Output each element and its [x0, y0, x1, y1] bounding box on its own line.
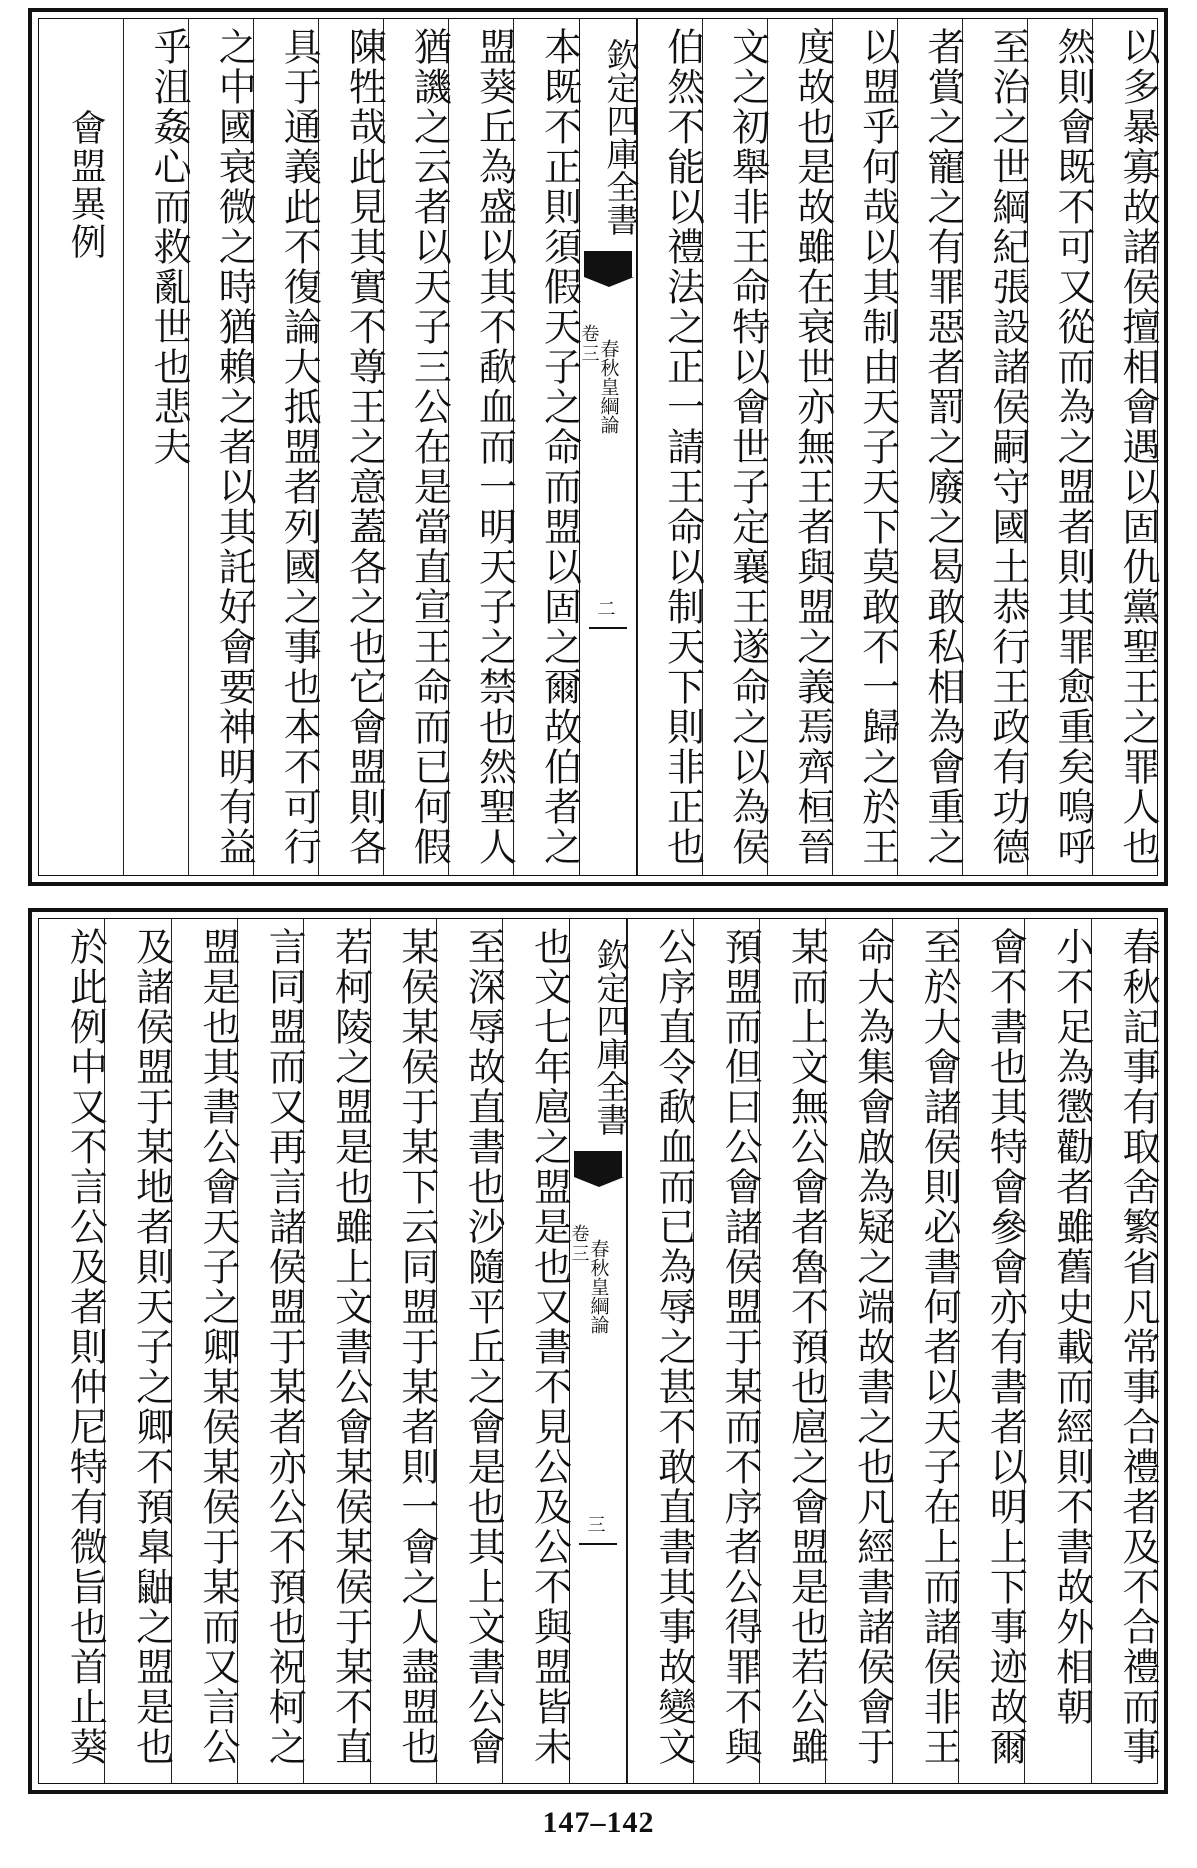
book-title: 欽定四庫全書 [601, 38, 641, 236]
top-page-columns [39, 19, 1160, 875]
text-column: 以多暴寡故諸侯擅相會遇以固仇黨聖王之罪人也 [1092, 19, 1157, 875]
page-rule [579, 1543, 617, 1545]
top-page-inner-frame [38, 18, 1158, 876]
text-column: 某侯某侯于某下云同盟于某者則一會之人盡盟也 [370, 919, 436, 1783]
work-title: 春秋皇綱論 [587, 1239, 610, 1334]
text-column: 至深辱故直書也沙隨平丘之會是也其上文書公會 [436, 919, 502, 1783]
text-column: 具于通義此不復論大抵盟者列國之事也本不可行 [253, 19, 318, 875]
section-title: 會盟異例 [65, 109, 107, 261]
text-column: 以盟乎何哉以其制由天子天下莫敢不一歸之於王 [832, 19, 897, 875]
text-column: 某而上文無公會者魯不預也扈之會盟是也若公雖 [759, 919, 825, 1783]
footer-page-number: 147–142 [542, 1806, 655, 1839]
volume-label: 卷三 [578, 324, 600, 364]
text-column: 至治之世綱紀張設諸侯嗣守國土恭行王政有功德 [962, 19, 1027, 875]
text-column: 者賞之寵之有罪惡者罰之廢之曷敢私相為會重之 [897, 19, 962, 875]
text-column: 預盟而但曰公會諸侯盟于某而不序者公得罪不與 [693, 919, 759, 1783]
volume-label: 卷三 [568, 1224, 590, 1264]
fish-tail-mark-upper [584, 251, 632, 285]
text-column: 也文七年扈之盟是也又書不見公及公不與盟皆未 [502, 919, 568, 1783]
bottom-page-inner-frame [38, 918, 1158, 1784]
text-column: 若柯陵之盟是也雖上文書公會某侯某侯于某不直 [303, 919, 369, 1783]
text-column: 盟葵丘為盛以其不歃血而一明天子之禁也然聖人 [448, 19, 513, 875]
center-fold-column [578, 19, 641, 875]
text-column: 命大為集會啟為疑之端故書之也凡經書諸侯會于 [825, 919, 891, 1783]
text-column: 於此例中又不言公及者則仲尼特有微旨也首止葵 [63, 927, 108, 1767]
text-column: 言同盟而又再言諸侯盟于某者亦公不預也祝柯之 [237, 919, 303, 1783]
text-column: 度故也是故雖在衰世亦無王者與盟之義焉齊桓晉 [767, 19, 832, 875]
center-fold-column [568, 919, 631, 1783]
text-column: 會不書也其特會參會亦有書者以明上下事迹故爾 [958, 919, 1024, 1783]
text-column: 猶譏之云者以天子三公在是當直宣王命而已何假 [383, 19, 448, 875]
work-title: 春秋皇綱論 [597, 339, 620, 434]
text-column: 及諸侯盟于某地者則天子之卿不預臯鼬之盟是也 [104, 919, 170, 1783]
bottom-page-columns [39, 919, 1160, 1783]
text-column: 文之初舉非王命特以會世子定襄王遂命之以為侯 [702, 19, 767, 875]
text-column: 公序直令歃血而已為辱之甚不敢直書其事故變文 [627, 919, 693, 1783]
text-column: 伯然不能以禮法之正一請王命以制天下則非正也 [637, 19, 702, 875]
text-column: 至於大會諸侯則必書何者以天子在上而諸侯非王 [892, 919, 958, 1783]
text-column: 之中國衰微之時猶賴之者以其託好會要神明有益 [188, 19, 253, 875]
page-rule [589, 627, 627, 629]
text-column: 小不足為懲勸者雖舊史載而經則不書故外相朝 [1024, 919, 1090, 1783]
leaf-number: 二 [597, 599, 618, 620]
text-column: 本既不正則須假天子之命而盟以固之爾故伯者之 [513, 19, 578, 875]
fish-tail-mark-upper [574, 1151, 622, 1185]
top-page [28, 8, 1168, 886]
text-column: 春秋記事有取舍繁省凡常事合禮者及不合禮而事 [1091, 919, 1157, 1783]
text-column: 乎沮姦心而救亂世也悲夫 [123, 19, 188, 875]
leaf-number: 三 [587, 1515, 608, 1536]
book-title: 欽定四庫全書 [591, 938, 631, 1136]
text-column: 盟是也其書公會天子之卿某侯某侯于某而又言公 [171, 919, 237, 1783]
bottom-page [28, 908, 1168, 1794]
text-column: 陳牲哉此見其實不尊王之意蓋各之也它會盟則各 [318, 19, 383, 875]
text-column: 然則會既不可又從而為之盟者則其罪愈重矣嗚呼 [1027, 19, 1092, 875]
